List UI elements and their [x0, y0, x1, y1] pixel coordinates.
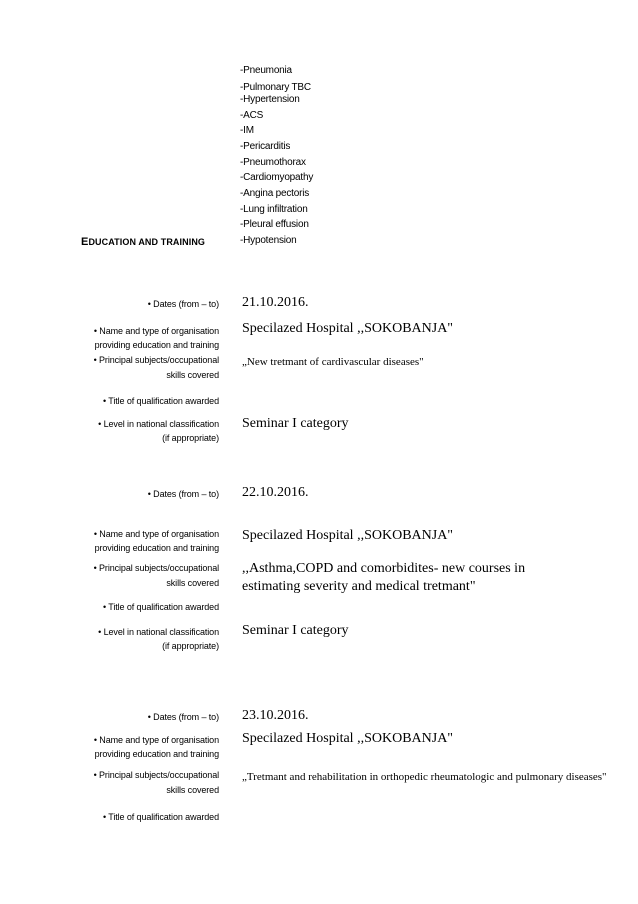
symptom-item: -Hypotension [240, 235, 297, 246]
label-organisation-line2: providing education and training [94, 543, 219, 553]
label-level-line1: • Level in national classification [98, 627, 219, 637]
symptom-item: -Angina pectoris [240, 188, 310, 199]
label-subjects-line2: skills covered [166, 578, 219, 588]
label-title: • Title of qualification awarded [102, 396, 219, 406]
label-organisation-line1: • Name and type of organisation [93, 529, 219, 539]
label-organisation-line1: • Name and type of organisation [93, 735, 219, 745]
section-title-initial: E [81, 236, 89, 248]
section-title-rest: DUCATION AND TRAINING [88, 237, 206, 247]
label-organisation-line2: providing education and training [94, 340, 219, 350]
entry-date: 23.10.2016. [242, 708, 309, 723]
symptom-item: -Pneumothorax [240, 157, 306, 168]
entry-level: Seminar I category [242, 416, 349, 431]
entry-subjects: „New tretmant of cardivascular diseases" [242, 356, 424, 368]
label-level-line2: (if appropriate) [162, 641, 219, 651]
entry-date: 22.10.2016. [242, 485, 309, 500]
symptom-item: -ACS [240, 110, 264, 121]
symptom-item: -Pneumonia [240, 65, 292, 76]
symptom-item: -Cardiomyopathy [240, 172, 314, 183]
symptom-item: -Pleural effusion [240, 219, 309, 230]
label-dates: • Dates (from – to) [147, 712, 219, 722]
label-subjects-line2: skills covered [166, 370, 219, 380]
entry-date: 21.10.2016. [242, 295, 309, 310]
entry-organisation: Specilazed Hospital ,,SOKOBANJA" [242, 321, 454, 336]
label-level-line2: (if appropriate) [162, 433, 219, 443]
entry-organisation: Specilazed Hospital ,,SOKOBANJA" [242, 528, 454, 543]
label-organisation-line2: providing education and training [94, 749, 219, 759]
label-title: • Title of qualification awarded [102, 602, 219, 612]
entry-subjects: „Tretmant and rehabilitation in orthopedic rheumatologic and pulmonary diseases" [242, 771, 607, 783]
symptom-item: -IM [240, 125, 254, 136]
label-subjects-line1: • Principal subjects/occupational [93, 355, 219, 365]
label-subjects-line1: • Principal subjects/occupational [93, 770, 219, 780]
section-title [81, 236, 205, 248]
entry-subjects: ,,Asthma,COPD and comorbidites- new courses in estimating severity and medical tretmant" [242, 561, 526, 594]
label-level-line1: • Level in national classification [98, 419, 219, 429]
symptom-item: -Hypertension [240, 94, 300, 105]
label-subjects-line2: skills covered [166, 785, 219, 795]
symptom-item: -Pericarditis [240, 141, 291, 152]
label-organisation-line1: • Name and type of organisation [93, 326, 219, 336]
entry-level: Seminar I category [242, 623, 349, 638]
label-dates: • Dates (from – to) [147, 299, 219, 309]
entry-organisation: Specilazed Hospital ,,SOKOBANJA" [242, 731, 454, 746]
label-title: • Title of qualification awarded [102, 812, 219, 822]
symptom-item: -Pulmonary TBC [240, 82, 311, 93]
symptom-item: -Lung infiltration [240, 204, 308, 215]
label-dates: • Dates (from – to) [147, 489, 219, 499]
label-subjects-line1: • Principal subjects/occupational [93, 563, 219, 573]
